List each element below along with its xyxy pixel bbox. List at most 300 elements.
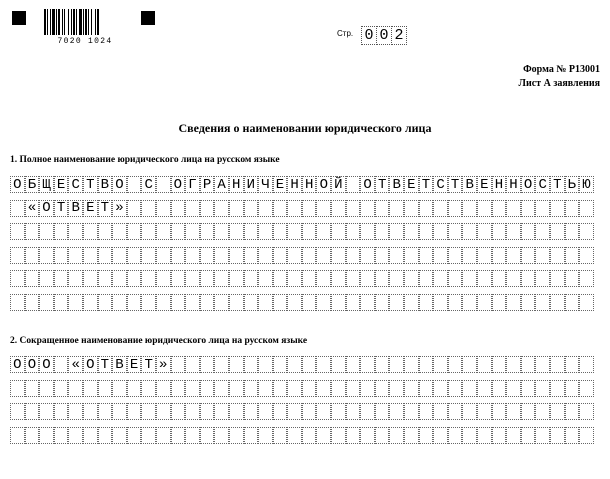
- character-cell[interactable]: [565, 294, 580, 311]
- character-cell[interactable]: [550, 200, 565, 217]
- character-cell[interactable]: [171, 427, 186, 444]
- character-cell[interactable]: [462, 223, 477, 240]
- character-cell[interactable]: [127, 294, 142, 311]
- character-cell[interactable]: [185, 403, 200, 420]
- character-cell[interactable]: [273, 223, 288, 240]
- character-cell[interactable]: [346, 223, 361, 240]
- character-cell[interactable]: Б: [25, 176, 40, 193]
- character-cell[interactable]: [316, 403, 331, 420]
- character-cell[interactable]: В: [462, 176, 477, 193]
- character-cell[interactable]: [360, 403, 375, 420]
- character-cell[interactable]: [462, 427, 477, 444]
- character-cell[interactable]: [273, 356, 288, 373]
- character-cell[interactable]: [579, 427, 594, 444]
- character-cell[interactable]: [492, 294, 507, 311]
- character-cell[interactable]: [156, 176, 171, 193]
- character-cell[interactable]: [579, 223, 594, 240]
- character-cell[interactable]: [404, 380, 419, 397]
- character-cell[interactable]: [550, 270, 565, 287]
- character-cell[interactable]: [273, 247, 288, 264]
- character-cell[interactable]: [229, 223, 244, 240]
- character-cell[interactable]: [477, 200, 492, 217]
- character-cell[interactable]: [346, 356, 361, 373]
- character-cell[interactable]: [331, 356, 346, 373]
- character-cell[interactable]: [229, 403, 244, 420]
- character-cell[interactable]: О: [39, 356, 54, 373]
- character-cell[interactable]: [492, 403, 507, 420]
- character-cell[interactable]: [54, 403, 69, 420]
- character-cell[interactable]: [156, 403, 171, 420]
- character-cell[interactable]: А: [214, 176, 229, 193]
- character-cell[interactable]: [506, 427, 521, 444]
- character-cell[interactable]: [346, 270, 361, 287]
- character-cell[interactable]: [156, 380, 171, 397]
- character-cell[interactable]: [433, 380, 448, 397]
- character-cell[interactable]: Е: [127, 356, 142, 373]
- character-cell[interactable]: [521, 403, 536, 420]
- character-cell[interactable]: [273, 380, 288, 397]
- character-cell[interactable]: [10, 403, 25, 420]
- character-cell[interactable]: [448, 247, 463, 264]
- character-cell[interactable]: «: [68, 356, 83, 373]
- character-cell[interactable]: [506, 223, 521, 240]
- character-cell[interactable]: [68, 223, 83, 240]
- character-cell[interactable]: [565, 270, 580, 287]
- character-cell[interactable]: [156, 427, 171, 444]
- character-cell[interactable]: [141, 247, 156, 264]
- character-cell[interactable]: Й: [331, 176, 346, 193]
- character-cell[interactable]: [550, 427, 565, 444]
- character-cell[interactable]: [389, 380, 404, 397]
- character-cell[interactable]: О: [10, 176, 25, 193]
- character-cell[interactable]: [10, 270, 25, 287]
- character-cell[interactable]: [433, 247, 448, 264]
- character-cell[interactable]: [360, 380, 375, 397]
- character-cell[interactable]: [462, 200, 477, 217]
- character-cell[interactable]: [156, 200, 171, 217]
- character-cell[interactable]: [302, 223, 317, 240]
- character-cell[interactable]: И: [244, 176, 259, 193]
- character-cell[interactable]: [287, 223, 302, 240]
- character-cell[interactable]: [10, 247, 25, 264]
- character-cell[interactable]: [112, 427, 127, 444]
- character-cell[interactable]: [258, 356, 273, 373]
- character-cell[interactable]: [258, 270, 273, 287]
- character-cell[interactable]: [141, 270, 156, 287]
- character-cell[interactable]: [389, 356, 404, 373]
- character-cell[interactable]: [273, 200, 288, 217]
- character-cell[interactable]: [127, 270, 142, 287]
- character-cell[interactable]: [492, 380, 507, 397]
- character-cell[interactable]: [25, 294, 40, 311]
- character-cell[interactable]: [10, 223, 25, 240]
- character-cell[interactable]: [25, 380, 40, 397]
- character-cell[interactable]: [25, 403, 40, 420]
- character-cell[interactable]: [565, 380, 580, 397]
- character-cell[interactable]: [98, 270, 113, 287]
- character-cell[interactable]: [316, 223, 331, 240]
- character-cell[interactable]: [200, 294, 215, 311]
- character-cell[interactable]: »: [112, 200, 127, 217]
- character-cell[interactable]: [287, 294, 302, 311]
- character-cell[interactable]: [141, 294, 156, 311]
- character-cell[interactable]: [214, 380, 229, 397]
- character-cell[interactable]: [185, 247, 200, 264]
- character-cell[interactable]: [127, 247, 142, 264]
- character-cell[interactable]: [127, 223, 142, 240]
- character-cell[interactable]: [550, 356, 565, 373]
- character-cell[interactable]: [448, 223, 463, 240]
- character-cell[interactable]: [214, 356, 229, 373]
- character-cell[interactable]: [521, 380, 536, 397]
- character-cell[interactable]: [273, 403, 288, 420]
- character-cell[interactable]: [404, 294, 419, 311]
- character-cell[interactable]: [54, 356, 69, 373]
- character-cell[interactable]: [404, 403, 419, 420]
- character-cell[interactable]: [25, 247, 40, 264]
- page-digit-cell[interactable]: 0: [361, 26, 377, 45]
- character-cell[interactable]: [98, 403, 113, 420]
- character-cell[interactable]: [68, 380, 83, 397]
- character-cell[interactable]: [462, 380, 477, 397]
- character-cell[interactable]: [316, 270, 331, 287]
- character-cell[interactable]: [521, 223, 536, 240]
- character-cell[interactable]: [200, 403, 215, 420]
- character-cell[interactable]: [331, 403, 346, 420]
- character-cell[interactable]: С: [141, 176, 156, 193]
- character-cell[interactable]: [579, 294, 594, 311]
- character-cell[interactable]: [375, 356, 390, 373]
- character-cell[interactable]: Т: [141, 356, 156, 373]
- character-cell[interactable]: [579, 200, 594, 217]
- character-cell[interactable]: Н: [492, 176, 507, 193]
- character-cell[interactable]: [579, 247, 594, 264]
- character-cell[interactable]: [258, 223, 273, 240]
- character-cell[interactable]: [127, 403, 142, 420]
- character-cell[interactable]: [185, 380, 200, 397]
- character-cell[interactable]: [535, 356, 550, 373]
- character-cell[interactable]: [25, 270, 40, 287]
- character-cell[interactable]: [156, 294, 171, 311]
- character-cell[interactable]: [506, 356, 521, 373]
- character-cell[interactable]: [141, 427, 156, 444]
- character-cell[interactable]: [360, 427, 375, 444]
- character-cell[interactable]: Т: [375, 176, 390, 193]
- character-cell[interactable]: [214, 427, 229, 444]
- character-cell[interactable]: [10, 294, 25, 311]
- character-cell[interactable]: [171, 270, 186, 287]
- character-cell[interactable]: С: [68, 176, 83, 193]
- character-cell[interactable]: В: [112, 356, 127, 373]
- character-cell[interactable]: [200, 380, 215, 397]
- character-cell[interactable]: О: [25, 356, 40, 373]
- character-cell[interactable]: [98, 247, 113, 264]
- character-cell[interactable]: [419, 270, 434, 287]
- character-cell[interactable]: [331, 247, 346, 264]
- character-cell[interactable]: [244, 270, 259, 287]
- character-cell[interactable]: [565, 356, 580, 373]
- character-cell[interactable]: [273, 427, 288, 444]
- character-cell[interactable]: [433, 427, 448, 444]
- character-cell[interactable]: О: [112, 176, 127, 193]
- character-cell[interactable]: [287, 427, 302, 444]
- character-cell[interactable]: [389, 403, 404, 420]
- character-cell[interactable]: [141, 403, 156, 420]
- character-cell[interactable]: [54, 427, 69, 444]
- character-cell[interactable]: [433, 223, 448, 240]
- character-cell[interactable]: [462, 247, 477, 264]
- character-cell[interactable]: [535, 403, 550, 420]
- character-cell[interactable]: Ч: [258, 176, 273, 193]
- character-cell[interactable]: [25, 223, 40, 240]
- character-cell[interactable]: [404, 427, 419, 444]
- character-cell[interactable]: [214, 294, 229, 311]
- character-cell[interactable]: [214, 200, 229, 217]
- character-cell[interactable]: [477, 223, 492, 240]
- character-cell[interactable]: [54, 270, 69, 287]
- character-cell[interactable]: [331, 380, 346, 397]
- character-cell[interactable]: [68, 294, 83, 311]
- character-cell[interactable]: [579, 356, 594, 373]
- character-cell[interactable]: [448, 294, 463, 311]
- character-cell[interactable]: [477, 403, 492, 420]
- character-cell[interactable]: [39, 380, 54, 397]
- character-cell[interactable]: [287, 247, 302, 264]
- character-cell[interactable]: [287, 200, 302, 217]
- character-cell[interactable]: [389, 223, 404, 240]
- character-cell[interactable]: [258, 427, 273, 444]
- character-cell[interactable]: [229, 294, 244, 311]
- character-cell[interactable]: Е: [54, 176, 69, 193]
- character-cell[interactable]: [287, 380, 302, 397]
- character-cell[interactable]: [171, 403, 186, 420]
- character-cell[interactable]: Т: [98, 200, 113, 217]
- character-cell[interactable]: [535, 427, 550, 444]
- character-cell[interactable]: [83, 223, 98, 240]
- character-cell[interactable]: [375, 403, 390, 420]
- character-cell[interactable]: [419, 356, 434, 373]
- character-cell[interactable]: [346, 403, 361, 420]
- character-cell[interactable]: [185, 427, 200, 444]
- character-cell[interactable]: [462, 294, 477, 311]
- character-cell[interactable]: [127, 380, 142, 397]
- character-cell[interactable]: [83, 403, 98, 420]
- character-cell[interactable]: [346, 380, 361, 397]
- character-cell[interactable]: [448, 200, 463, 217]
- character-cell[interactable]: [10, 427, 25, 444]
- character-cell[interactable]: [506, 294, 521, 311]
- character-cell[interactable]: [316, 427, 331, 444]
- character-cell[interactable]: О: [10, 356, 25, 373]
- character-cell[interactable]: [258, 247, 273, 264]
- character-cell[interactable]: [302, 427, 317, 444]
- character-cell[interactable]: [112, 223, 127, 240]
- character-cell[interactable]: [214, 403, 229, 420]
- character-cell[interactable]: [258, 380, 273, 397]
- character-cell[interactable]: [506, 200, 521, 217]
- character-cell[interactable]: [433, 270, 448, 287]
- character-cell[interactable]: [419, 294, 434, 311]
- page-digit-cell[interactable]: 2: [391, 26, 407, 45]
- character-cell[interactable]: [535, 247, 550, 264]
- character-cell[interactable]: [360, 294, 375, 311]
- character-cell[interactable]: [54, 223, 69, 240]
- character-cell[interactable]: [331, 427, 346, 444]
- character-cell[interactable]: [492, 223, 507, 240]
- character-cell[interactable]: [492, 356, 507, 373]
- character-cell[interactable]: [535, 270, 550, 287]
- character-cell[interactable]: [316, 200, 331, 217]
- character-cell[interactable]: [477, 270, 492, 287]
- character-cell[interactable]: [492, 270, 507, 287]
- character-cell[interactable]: Е: [83, 200, 98, 217]
- character-cell[interactable]: Т: [419, 176, 434, 193]
- character-cell[interactable]: Н: [302, 176, 317, 193]
- character-cell[interactable]: [258, 294, 273, 311]
- character-cell[interactable]: [565, 200, 580, 217]
- character-cell[interactable]: [579, 380, 594, 397]
- character-cell[interactable]: [331, 270, 346, 287]
- character-cell[interactable]: О: [360, 176, 375, 193]
- character-cell[interactable]: [448, 356, 463, 373]
- character-cell[interactable]: [477, 356, 492, 373]
- character-cell[interactable]: »: [156, 356, 171, 373]
- character-cell[interactable]: [302, 270, 317, 287]
- character-cell[interactable]: [375, 294, 390, 311]
- character-cell[interactable]: [112, 380, 127, 397]
- character-cell[interactable]: О: [316, 176, 331, 193]
- character-cell[interactable]: [448, 427, 463, 444]
- character-cell[interactable]: [54, 380, 69, 397]
- character-cell[interactable]: [579, 270, 594, 287]
- character-cell[interactable]: [171, 294, 186, 311]
- character-cell[interactable]: [10, 200, 25, 217]
- character-cell[interactable]: Т: [98, 356, 113, 373]
- character-cell[interactable]: О: [171, 176, 186, 193]
- character-cell[interactable]: [141, 200, 156, 217]
- character-cell[interactable]: [565, 427, 580, 444]
- character-cell[interactable]: [185, 294, 200, 311]
- character-cell[interactable]: [229, 356, 244, 373]
- character-cell[interactable]: [331, 223, 346, 240]
- character-cell[interactable]: [39, 270, 54, 287]
- character-cell[interactable]: [433, 294, 448, 311]
- character-cell[interactable]: [565, 223, 580, 240]
- character-cell[interactable]: Т: [550, 176, 565, 193]
- character-cell[interactable]: [477, 380, 492, 397]
- character-cell[interactable]: [200, 223, 215, 240]
- character-cell[interactable]: [506, 380, 521, 397]
- character-cell[interactable]: [433, 356, 448, 373]
- character-cell[interactable]: [127, 427, 142, 444]
- character-cell[interactable]: [68, 427, 83, 444]
- character-cell[interactable]: Н: [506, 176, 521, 193]
- character-cell[interactable]: Е: [404, 176, 419, 193]
- character-cell[interactable]: [171, 200, 186, 217]
- character-cell[interactable]: [185, 270, 200, 287]
- character-cell[interactable]: [389, 270, 404, 287]
- character-cell[interactable]: [302, 403, 317, 420]
- character-cell[interactable]: [404, 223, 419, 240]
- character-cell[interactable]: [200, 356, 215, 373]
- page-digit-cell[interactable]: 0: [376, 26, 392, 45]
- character-cell[interactable]: [244, 403, 259, 420]
- character-cell[interactable]: [550, 380, 565, 397]
- character-cell[interactable]: [39, 427, 54, 444]
- character-cell[interactable]: [419, 403, 434, 420]
- character-cell[interactable]: [10, 380, 25, 397]
- character-cell[interactable]: Н: [287, 176, 302, 193]
- character-cell[interactable]: [229, 270, 244, 287]
- character-cell[interactable]: [273, 270, 288, 287]
- character-cell[interactable]: [448, 380, 463, 397]
- character-cell[interactable]: [185, 356, 200, 373]
- character-cell[interactable]: [477, 294, 492, 311]
- character-cell[interactable]: В: [389, 176, 404, 193]
- character-cell[interactable]: [565, 247, 580, 264]
- character-cell[interactable]: [419, 247, 434, 264]
- character-cell[interactable]: [360, 223, 375, 240]
- character-cell[interactable]: [185, 200, 200, 217]
- character-cell[interactable]: [331, 294, 346, 311]
- character-cell[interactable]: [68, 403, 83, 420]
- character-cell[interactable]: [477, 427, 492, 444]
- character-cell[interactable]: [346, 427, 361, 444]
- character-cell[interactable]: [287, 403, 302, 420]
- character-cell[interactable]: О: [39, 200, 54, 217]
- character-cell[interactable]: Щ: [39, 176, 54, 193]
- character-cell[interactable]: [419, 200, 434, 217]
- character-cell[interactable]: Н: [229, 176, 244, 193]
- character-cell[interactable]: [375, 223, 390, 240]
- character-cell[interactable]: [98, 223, 113, 240]
- character-cell[interactable]: [258, 403, 273, 420]
- character-cell[interactable]: [229, 200, 244, 217]
- character-cell[interactable]: [419, 223, 434, 240]
- character-cell[interactable]: [535, 200, 550, 217]
- character-cell[interactable]: [419, 380, 434, 397]
- character-cell[interactable]: [404, 270, 419, 287]
- character-cell[interactable]: [579, 403, 594, 420]
- character-cell[interactable]: [462, 403, 477, 420]
- character-cell[interactable]: [360, 200, 375, 217]
- character-cell[interactable]: [229, 380, 244, 397]
- character-cell[interactable]: [171, 356, 186, 373]
- character-cell[interactable]: [141, 380, 156, 397]
- character-cell[interactable]: [506, 403, 521, 420]
- character-cell[interactable]: [535, 223, 550, 240]
- character-cell[interactable]: [98, 427, 113, 444]
- character-cell[interactable]: [98, 294, 113, 311]
- character-cell[interactable]: [565, 403, 580, 420]
- character-cell[interactable]: [112, 270, 127, 287]
- character-cell[interactable]: [433, 403, 448, 420]
- character-cell[interactable]: [83, 247, 98, 264]
- character-cell[interactable]: [346, 176, 361, 193]
- character-cell[interactable]: «: [25, 200, 40, 217]
- character-cell[interactable]: [346, 200, 361, 217]
- character-cell[interactable]: С: [433, 176, 448, 193]
- character-cell[interactable]: [375, 200, 390, 217]
- character-cell[interactable]: [98, 380, 113, 397]
- character-cell[interactable]: [302, 247, 317, 264]
- character-cell[interactable]: [214, 270, 229, 287]
- character-cell[interactable]: [258, 200, 273, 217]
- character-cell[interactable]: [244, 200, 259, 217]
- character-cell[interactable]: [200, 247, 215, 264]
- character-cell[interactable]: [302, 380, 317, 397]
- character-cell[interactable]: [83, 294, 98, 311]
